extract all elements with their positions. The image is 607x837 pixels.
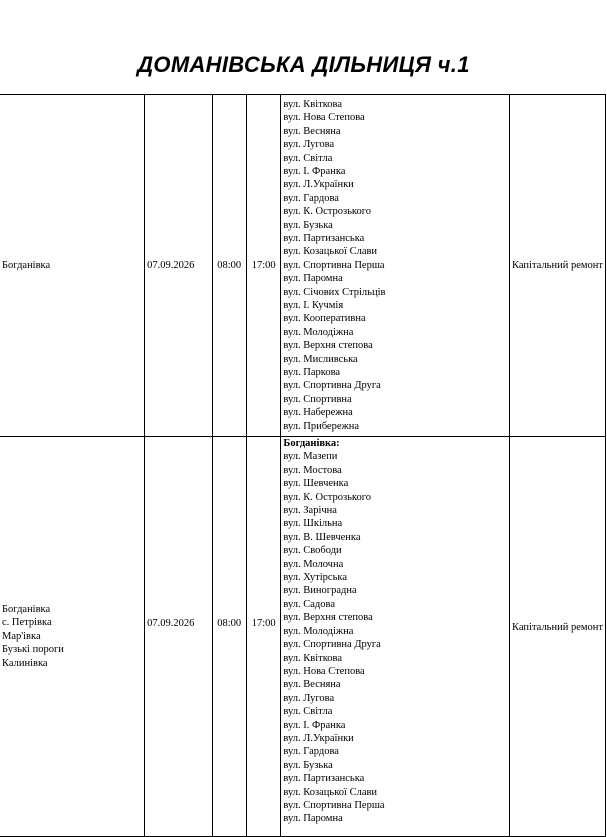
street-item: вул. Козацької Слави xyxy=(283,246,378,258)
street-item: вул. К. Острозького xyxy=(283,491,372,503)
street-item: вул. Мазепи xyxy=(283,451,338,463)
street-item: вул. І. Франка xyxy=(283,165,346,177)
street-item: вул. Світла xyxy=(283,152,333,164)
street-item: вул. В. Шевченка xyxy=(283,531,361,543)
street-item: вул. Бузька xyxy=(283,759,333,771)
end-time-cell: 17:00 xyxy=(246,95,280,437)
date-cell: 07.09.2026 xyxy=(145,437,212,837)
table-row xyxy=(0,95,606,437)
street-item: вул. Верхня степова xyxy=(283,340,373,352)
street-item: вул. Верхня степова xyxy=(283,612,373,624)
street-item: вул. Спортивна Перша xyxy=(283,799,385,811)
street-item: вул. Шкільна xyxy=(283,518,343,530)
street-item: вул. Мостова xyxy=(283,464,342,476)
schedule-table xyxy=(0,94,606,837)
street-item: вул. Квіткова xyxy=(283,98,343,110)
street-item: вул. Партизанська xyxy=(283,773,365,785)
street-item: вул. Весняна xyxy=(283,125,341,137)
street-item: вул. Гардова xyxy=(283,746,339,758)
area-header: Богданівка: xyxy=(283,438,340,449)
table-row xyxy=(0,437,606,837)
locality-name: Калинівка xyxy=(2,657,48,669)
street-item: вул. Набережна xyxy=(283,407,353,419)
street-item: вул. Квіткова xyxy=(283,652,343,664)
street-item: вул. Садова xyxy=(283,598,336,610)
street-item: вул. Бузька xyxy=(283,219,333,231)
street-item: вул. Л.Українки xyxy=(283,179,354,191)
street-item: вул. І. Кучмія xyxy=(283,300,344,312)
locality-cell xyxy=(0,95,145,437)
street-item: вул. Спортивна Друга xyxy=(283,380,381,392)
locality-name: Богданівка xyxy=(2,259,51,271)
street-item: вул. Спортивна Перша xyxy=(283,259,385,271)
street-item: вул. Молодіжна xyxy=(283,625,354,637)
street-item: вул. Хутірська xyxy=(283,572,347,584)
street-item: вул. Світла xyxy=(283,706,333,718)
street-item: вул. Нова Степова xyxy=(283,665,365,677)
street-item: вул. Кооперативна xyxy=(283,313,366,325)
street-item: вул. К. Острозького xyxy=(283,206,372,218)
street-item: вул. Партизанська xyxy=(283,232,365,244)
street-item: вул. Паромна xyxy=(283,813,343,825)
locality-name: Бузькі пороги xyxy=(2,644,64,656)
page-title: ДОМАНІВСЬКА ДІЛЬНИЦЯ ч.1 xyxy=(137,52,470,77)
street-item: вул. Свободи xyxy=(283,545,342,557)
locality-name: с. Петрівка xyxy=(2,617,52,629)
street-item: вул. Л.Українки xyxy=(283,732,354,744)
start-time-cell: 08:00 xyxy=(212,437,246,837)
street-item: вул. Паромна xyxy=(283,273,343,285)
locality-name: Богданівка xyxy=(2,603,51,615)
street-item: вул. Гардова xyxy=(283,192,339,204)
street-item: вул. Молочна xyxy=(283,558,344,570)
street-item: вул. Виноградна xyxy=(283,585,357,597)
end-time-cell: 17:00 xyxy=(246,437,280,837)
street-item: вул. Весняна xyxy=(283,679,341,691)
street-item: вул. Паркова xyxy=(283,367,341,379)
street-item: вул. Спортивна xyxy=(283,393,352,405)
street-item: вул. Козацької Слави xyxy=(283,786,378,798)
street-item: вул. Січових Стрільців xyxy=(283,286,386,298)
street-item: вул. Мисливська xyxy=(283,353,358,365)
streets-cell xyxy=(281,437,510,837)
locality-name: Мар'івка xyxy=(2,630,41,642)
street-item: вул. Нова Степова xyxy=(283,112,365,124)
work-type-cell: Капітальний ремонт xyxy=(510,437,606,837)
work-type-cell: Капітальний ремонт xyxy=(510,95,606,437)
street-item: вул. Спортивна Друга xyxy=(283,639,381,651)
street-item: вул. І. Франка xyxy=(283,719,346,731)
locality-cell xyxy=(0,437,145,837)
street-item: вул. Молодіжна xyxy=(283,326,354,338)
streets-cell xyxy=(281,95,510,437)
street-item: вул. Лугова xyxy=(283,692,335,704)
start-time-cell: 08:00 xyxy=(212,95,246,437)
date-cell: 07.09.2026 xyxy=(145,95,212,437)
street-item: вул. Прибережна xyxy=(283,420,360,432)
street-item: вул. Зарічна xyxy=(283,505,337,517)
street-item: вул. Лугова xyxy=(283,139,335,151)
street-item: вул. Шевченка xyxy=(283,478,349,490)
